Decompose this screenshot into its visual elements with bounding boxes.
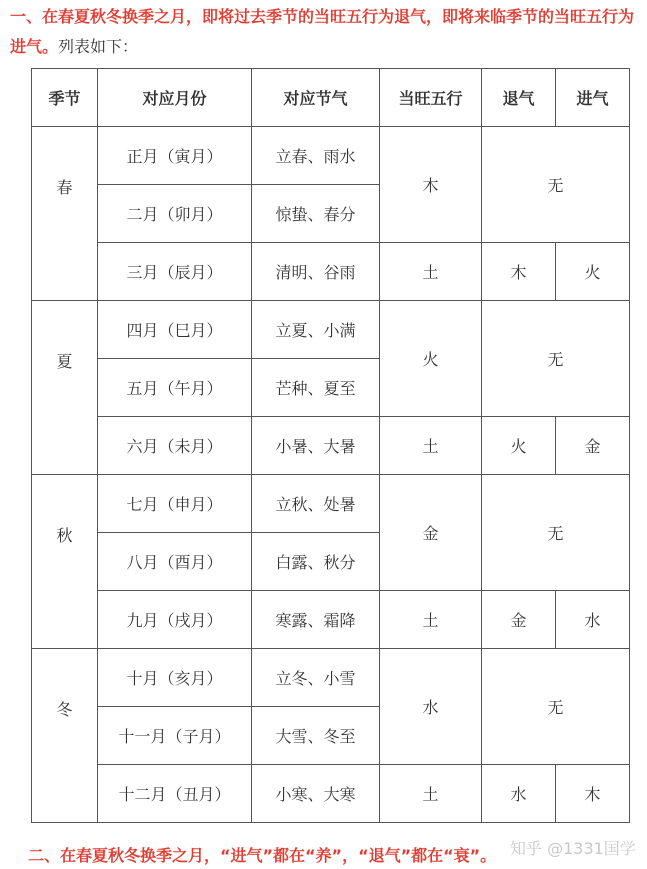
month-cell: 四月（巳月） [98, 301, 252, 359]
intro-normal-text: 列表如下： [58, 37, 139, 56]
table-row [32, 301, 630, 359]
wang-cell: 水 [380, 649, 482, 765]
month-cell: 九月（戌月） [98, 591, 252, 649]
header-season: 季节 [32, 69, 98, 127]
none-cell: 无 [482, 649, 630, 765]
month-cell: 六月（未月） [98, 417, 252, 475]
month-cell: 七月（申月） [98, 475, 252, 533]
wang-cell: 土 [380, 591, 482, 649]
tui-cell: 火 [482, 417, 556, 475]
table-row [32, 417, 630, 475]
jieqi-cell: 寒露、霜降 [252, 591, 380, 649]
month-cell: 十二月（丑月） [98, 765, 252, 823]
watermark: 知乎 @1331国学 [510, 839, 636, 858]
month-cell: 二月（卯月） [98, 185, 252, 243]
header-month: 对应月份 [98, 69, 252, 127]
header-jieqi: 对应节气 [252, 69, 380, 127]
table-row [32, 649, 630, 707]
season-cell: 夏 [32, 301, 98, 475]
jieqi-cell: 惊蛰、春分 [252, 185, 380, 243]
jieqi-cell: 立冬、小雪 [252, 649, 380, 707]
none-cell: 无 [482, 475, 630, 591]
wang-cell: 火 [380, 301, 482, 417]
month-cell: 八月（酉月） [98, 533, 252, 591]
header-tui: 退气 [482, 69, 556, 127]
none-cell: 无 [482, 301, 630, 417]
table-header-row [32, 69, 630, 127]
month-cell: 十一月（子月） [98, 707, 252, 765]
jieqi-cell: 立秋、处暑 [252, 475, 380, 533]
table-row [32, 765, 630, 823]
month-cell: 五月（午月） [98, 359, 252, 417]
jieqi-cell: 小暑、大暑 [252, 417, 380, 475]
jin-cell: 火 [556, 243, 630, 301]
wang-cell: 木 [380, 127, 482, 243]
season-cell: 秋 [32, 475, 98, 649]
table-row [32, 591, 630, 649]
season-cell: 春 [32, 127, 98, 301]
jin-cell: 木 [556, 765, 630, 823]
intro-paragraph [10, 2, 640, 62]
wang-cell: 金 [380, 475, 482, 591]
tui-cell: 木 [482, 243, 556, 301]
table-row [32, 127, 630, 185]
jieqi-cell: 清明、谷雨 [252, 243, 380, 301]
wang-cell: 土 [380, 765, 482, 823]
wang-cell: 土 [380, 243, 482, 301]
jieqi-cell: 小寒、大寒 [252, 765, 380, 823]
month-cell: 十月（亥月） [98, 649, 252, 707]
table-row [32, 243, 630, 301]
wang-cell: 土 [380, 417, 482, 475]
jieqi-cell: 大雪、冬至 [252, 707, 380, 765]
jieqi-cell: 白露、秋分 [252, 533, 380, 591]
table-row [32, 475, 630, 533]
header-jin: 进气 [556, 69, 630, 127]
footer-note: 二、在春夏秋冬换季之月，“进气”都在“养”，“退气”都在“衰”。 [28, 846, 497, 865]
month-cell: 三月（辰月） [98, 243, 252, 301]
jieqi-cell: 立夏、小满 [252, 301, 380, 359]
tui-cell: 水 [482, 765, 556, 823]
season-cell: 冬 [32, 649, 98, 823]
wuxing-season-table [31, 68, 630, 823]
tui-cell: 金 [482, 591, 556, 649]
none-cell: 无 [482, 127, 630, 243]
jin-cell: 水 [556, 591, 630, 649]
intro-bold-text: 一、在春夏秋冬换季之月，即将过去季节的当旺五行为退气，即将来临季节的当旺五行为进气。 [10, 7, 635, 56]
jin-cell: 金 [556, 417, 630, 475]
jieqi-cell: 立春、雨水 [252, 127, 380, 185]
header-wang: 当旺五行 [380, 69, 482, 127]
month-cell: 正月（寅月） [98, 127, 252, 185]
jieqi-cell: 芒种、夏至 [252, 359, 380, 417]
